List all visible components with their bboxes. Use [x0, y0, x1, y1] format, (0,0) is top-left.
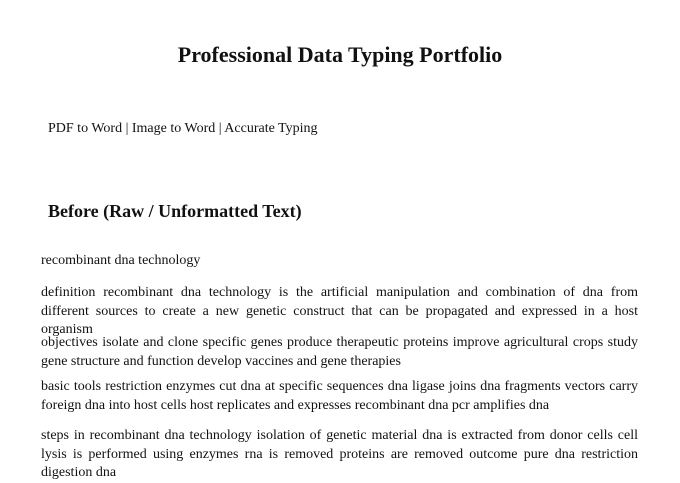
paragraph: definition recombinant dna technology is the artificial manipulation and combination of dna from different sources to create a new genetic construct that can be propagated and expressed in a host organism — [41, 285, 638, 337]
paragraph: basic tools restriction enzymes cut dna at specific sequences dna ligase joins dna fragments vectors carry foreign dna into host cells host replicates and expresses recombinant dna pcr amplifies dna — [41, 379, 638, 413]
section-heading: Before (Raw / Unformatted Text) — [48, 201, 302, 221]
paragraph: steps in recombinant dna technology isolation of genetic material dna is extracted from donor cells cell lysis is performed using enzymes rna is removed proteins are removed outcome pure dna restriction digestion dna — [41, 428, 638, 480]
document-subtitle: PDF to Word | Image to Word | Accurate Typing — [48, 121, 318, 136]
document-title: Professional Data Typing Portfolio — [177, 42, 503, 67]
paragraph: objectives isolate and clone specific genes produce therapeutic proteins improve agricultural crops study gene structure and function develop vaccines and gene therapies — [41, 335, 638, 369]
paragraph: recombinant dna technology — [41, 253, 201, 268]
